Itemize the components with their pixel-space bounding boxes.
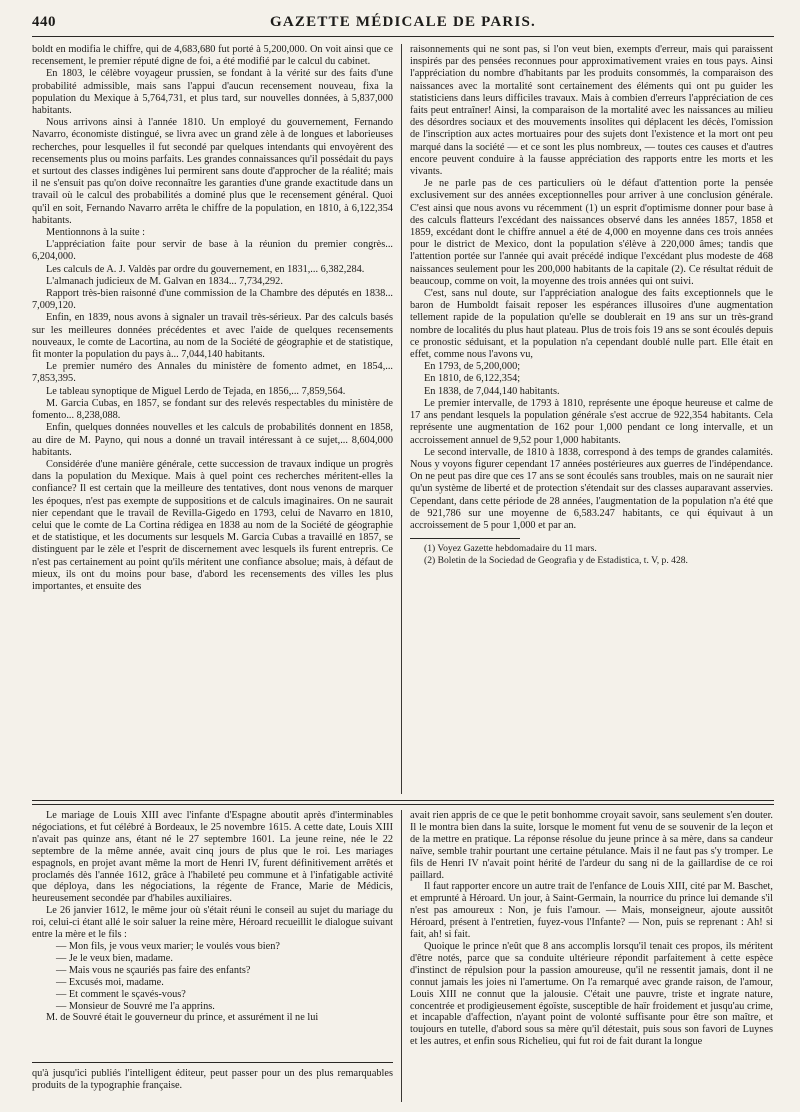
feuilleton-column-left [32, 810, 393, 1060]
list-item: En 1838, de 7,044,140 habitants. [424, 385, 560, 397]
article-column-left [32, 44, 393, 796]
page-number: 440 [32, 14, 56, 30]
paragraph: boldt en modifia le chiffre, qui de 4,683,680 fut porté à 5,200,000. On voit ainsi que ce recensement, le premier réputé digne de foi, a été modifié par le calcul du cabinet. [32, 44, 393, 68]
paragraph: qu'à jusqu'ici publiés l'intelligent éditeur, peut passer pour un des plus remarquables produits de la typographie française. [32, 1068, 393, 1091]
feuilleton-column-right [410, 810, 773, 1100]
footnote: (1) Voyez Gazette hebdomadaire du 11 mars. [424, 543, 597, 555]
paragraph: En 1803, le célèbre voyageur prussien, se fondant à la vérité sur des faits d'une probabilité admissible, mais sans l'appui d'aucun recensement nouveau, fixa la population du Mexique à 5,764,731, et plus tard, sur nouvelles données, à 5,837,000 habitants. [32, 68, 393, 117]
paragraph: avait rien appris de ce que le petit bonhomme croyait savoir, sans seulement s'en douter. Il le montra bien dans la suite, lorsque le moment fut venu de se souvenir de la leçon et de la mettre en pratique. La réponse résolue du jeune prince à sa mère, dans sa candeur naïve, semble trahir pourtant une certaine pétulance. Mais il ne faut pas s'y tromper. Le fils de Henri IV n'avait point hérité de l'ardeur du sang ni de la gaillardise de ce roi paillard. [410, 810, 773, 881]
paragraph: Le premier numéro des Annales du ministère de fomento admet, en 1854,... 7,853,395. [32, 361, 393, 385]
paragraph: Le premier intervalle, de 1793 à 1810, représente une époque heureuse et calme de 17 ans pendant lesquels la population générale s'est accrue de 922,354 habitants. Cela représente une augmentation de 162 pour 1,000 pendant ce long intervalle, et un accroissement annuel de 9,52 pour 1,000 habitants. [410, 397, 773, 446]
dialog-line: — Et comment le sçavés-vous? [56, 988, 186, 1000]
footnote-divider [410, 538, 520, 539]
dialog-line: — Mais vous ne sçauriés pas faire des enfants? [56, 964, 251, 976]
paragraph: L'almanach judicieux de M. Galvan en 1834... 7,734,292. [46, 275, 283, 287]
paragraph: Considérée d'une manière générale, cette succession de travaux indique un progrès dans la population du Mexique. Mais à quel point ces recherches méritent-elles la confiance? Il est certain que la meilleure des tentatives, dont nous venons de marquer les époques, n'est pas exempte de suppositions et de calculs imaginaires. On ne saurait nier cependant que le travail de Revilla-Gigedo en 1793, celui de Navarro en 1810, celui que le comte de La Cortina rédigea en 1838 au nom de la Société de géographie et de statistique, et les documents sur lesquels M. Garcia Cubas a travaillé en 1857, se distinguent par le zèle et l'esprit de discernement avec lesquels ils furent entrepris. Ce n'est pas certainement au point qu'ils méritent une confiance absolue; mais, à défaut de mieux, ils ont du moins pour base, d'abord les recensements des villes les plus importantes, et ensuite des [32, 458, 393, 592]
paragraph: raisonnements qui ne sont pas, si l'on veut bien, exempts d'erreur, mais qui paraissent inspirés par des pensées reconnues pour approximativement vraies en tous pays. Ainsi l'appréciation du nombre d'habitants par les produits consommés, la comparaison des naissances avec la mortalité sont certainement des éléments qui ont pu guider les statisticiens dans leurs difficiles travaux. Mais à combien d'erreurs l'appréciation de ces faits peut entraîner! Ainsi, la comparaison de la mortalité avec les naissances au milieu des désordres sociaux et des mouvements insolites qui déplacent les décès, l'omission de l'inscription aux actes mortuaires pour des sujets dont l'existence et la mort ont peu marqué dans la société — et ce sont les plus nombreux, — toutes ces causes et d'autres encore peuvent conduire à la fausse appréciation des rapports entre les morts et les vivants. [410, 44, 773, 178]
dialog-line: — Mon fils, je vous veux marier; le voulés vous bien? [56, 940, 280, 952]
paragraph: Le tableau synoptique de Miguel Lerdo de Tejada, en 1856,... 7,859,564. [46, 385, 346, 397]
paragraph: Enfin, quelques données nouvelles et les calculs de probabilités donnent en 1858, au dire de M. Payno, qui nous a donné un travail intéressant à ce sujet,... 8,604,000 habitants. [32, 422, 393, 458]
page-header [32, 12, 774, 37]
footnote: (2) Boletin de la Sociedad de Geografia y de Estadistica, t. V, p. 428. [424, 554, 688, 566]
paragraph: L'appréciation faite pour servir de base à la réunion du premier congrès... 6,204,000. [32, 239, 393, 263]
paragraph: Les calculs de A. J. Valdès par ordre du gouvernement, en 1831,... 6,382,284. [46, 263, 365, 275]
dialog-line: — Je le veux bien, madame. [56, 952, 173, 964]
dialog-line: — Monsieur de Souvré me l'a apprins. [56, 1000, 215, 1012]
column-divider [401, 810, 402, 1102]
paragraph: M. Garcia Cubas, en 1857, se fondant sur des relevés respectables du ministère de fomento... 8,238,088. [32, 397, 393, 422]
section-divider [32, 1062, 393, 1063]
paragraph: Le 26 janvier 1612, le même jour où s'était réuni le conseil au sujet du mariage du roi, celui-ci étant allé le soir saluer la reine mère, Héroard recueillit le dialogue suivant entre la mère et le fils : [32, 905, 393, 941]
paragraph: Rapport très-bien raisonné d'une commission de la Chambre des députés en 1838... 7,009,120. [32, 288, 393, 312]
paragraph: C'est, sans nul doute, sur l'appréciation analogue des faits exceptionnels que le baron de Humboldt faisait reposer les espérances illusoires d'une augmentation tellement rapide de la population qu'elle se doublerait en 19 ans sur un très-grand nombre de localités du plus haut plateau. Plus de trois fois 19 ans se sont écoulés depuis ce pronostic séduisant, et la population n'a cependant doublé nulle part. Elle était en effet, comme nous l'avons vu, [410, 288, 773, 361]
feuilleton-divider [32, 800, 774, 805]
paragraph: Nous arrivons ainsi à l'année 1810. Un employé du gouvernement, Fernando Navarro, économiste distingué, se livra avec un grand zèle à de longues et laborieuses recherches, pour lesquelles il fut secondé par quelques intendants qui envoyèrent des recensements plus ou moins parfaits. Les grandes connaissances qu'il possédait du pays et surtout des classes indigènes lui permirent sans doute d'approcher de la réalité; mais il ne s'ensuit pas qu'on doive reconnaître les garanties d'une grande exactitude dans un travail où le calcul des probabilités a dominé plus que le recensement général. Quoi qu'il en soit, Fernando Navarro arrêta le chiffre de la population, en 1810, à 6,122,354 habitants. [32, 117, 393, 226]
article-column-right [410, 44, 773, 796]
list-item: En 1793, de 5,200,000; [424, 361, 521, 373]
paragraph: Il faut rapporter encore un autre trait de l'enfance de Louis XIII, cité par M. Baschet, et emprunté à Héroard. Un jour, à Saint-Germain, la nourrice du prince lui demande s'il n'est pas amoureux : Non, je fuis l'amour. — Mais, monseigneur, ajoute aussitôt Héroard, présent à l'entretien, fuyez-vous l'Infante? — Non, puis se reprenant : Ah! si fait, ah! si fait. [410, 881, 773, 941]
journal-title: GAZETTE MÉDICALE DE PARIS. [270, 14, 536, 30]
column-divider [401, 44, 402, 794]
paragraph: Le mariage de Louis XIII avec l'infante d'Espagne aboutit après d'interminables négociations, et fut célébré à Bordeaux, le 25 novembre 1615. A cette date, Louis XIII n'avait pas quinze ans, étant né le 27 septembre 1601. La jeune reine, née le 22 septembre de la même année, avait cinq jours de plus que le roi. Les mariages espagnols, en projet avant même la mort de Henri IV, furent définitivement arrêtés et proclamés dès l'année 1612, grâce à l'habileté peu commune et à l'infatigable activité que déploya, dans les négociations, la régente de France, Marie de Médicis, heureusement secondée par d'habiles auxiliaires. [32, 810, 393, 905]
dialog-line: — Excusés moi, madame. [56, 976, 164, 988]
list-item: En 1810, de 6,122,354; [424, 373, 521, 385]
feuilleton-continuation [32, 1068, 393, 1108]
paragraph: Je ne parle pas de ces particuliers où le défaut d'attention porte la pensée exclusivement sur des années exceptionnelles pour arriver à une conclusion générale. C'est ainsi que nous avons vu récemment (1) un esprit d'optimisme donner pour base à des calculs flatteurs l'excédant des naissances observé dans les années 1857, 1858 et 1859, excédant dont le chiffre annuel a été de 4,000 en moyenne dans ces trois années pour le district de Mexico, dont la population s'élève à 220,000 âmes; tandis que l'attention portée sur l'année qui avait précédé indique l'excédant plus modeste de 468 naissances seulement pour les 200,000 habitants de la capitale (2). Ce résultat réduit de beaucoup, comme on voit, la moyenne des trois années qui ont suivi. [410, 178, 773, 287]
paragraph: Quoique le prince n'eût que 8 ans accomplis lorsqu'il tenait ces propos, ils méritent d'être notés, parce que sa conduite ultérieure répondit parfaitement à cette espèce d'instinct de répulsion pour la passion amoureuse, qu'il ne ressentit jamais, dont il ne connut jamais les joies ni l'amertume. On l'a remarqué avec grande raison, de l'amour, Louis XIII ne connut que la jalousie. C'était une pauvre, triste et ingrate nature, concentrée et prodigieusement égoïste, susceptible de haïr froidement et jusqu'au crime, et incapable d'affection, n'ayant point de volonté suffisante pour être son maître, et toujours en tutelle, d'abord sous sa mère qu'il détestait, puis sous son favori de Luynes et les autres, et enfin sous Richelieu, qui fut roi de fait durant la longue [410, 940, 773, 1048]
paragraph: Mentionnons à la suite : [46, 227, 145, 239]
paragraph: Le second intervalle, de 1810 à 1838, correspond à des temps de grandes calamités. Nous y voyons figurer cependant 17 années postérieures aux guerres de l'indépendance. On ne peut pas dire que ces 17 ans se sont écoulés sans troubles, mais on ne saurait nier qu'un système de liberté et de protection s'étendait sur des classes auparavant asservies. Cependant, dans cette période de 28 années, l'augmentation de la population n'a été que de 921,786 sur une moyenne de 6,583.247 habitants, ce qui équivaut à un accroissement de 5 pour 1,000 et par an. [410, 446, 773, 531]
paragraph: Enfin, en 1839, nous avons à signaler un travail très-sérieux. Par des calculs basés sur les meilleures données précédentes et avec l'aide de quelques recensements nouveaux, le comte de Lacortina, au nom de la Société de géographie et de statistique, fit monter la population du pays à... 7,044,140 habitants. [32, 312, 393, 361]
paragraph: M. de Souvré était le gouverneur du prince, et assurément il ne lui [46, 1012, 319, 1024]
